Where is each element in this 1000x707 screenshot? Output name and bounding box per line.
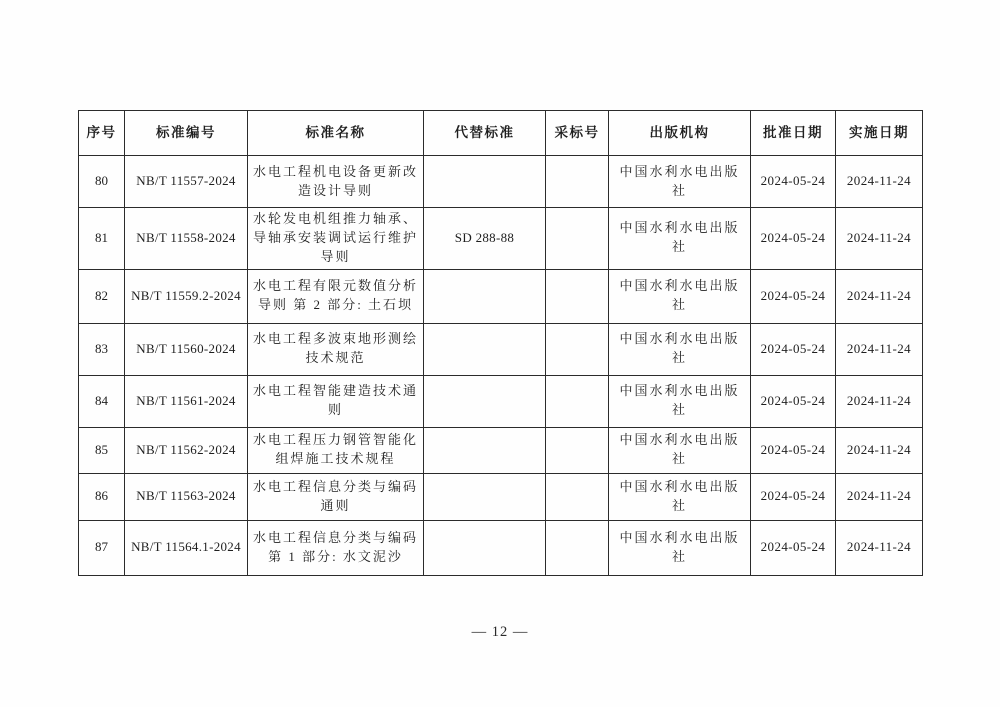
cell-adoption-number xyxy=(546,520,609,575)
cell-adoption-number xyxy=(546,269,609,323)
cell-serial-number: 87 xyxy=(79,520,125,575)
cell-replaced-standard: SD 288-88 xyxy=(424,208,546,270)
header-standard-code: 标准编号 xyxy=(125,111,248,156)
cell-standard-code: NB/T 11561-2024 xyxy=(125,375,248,427)
cell-approval-date: 2024-05-24 xyxy=(751,323,836,375)
cell-publisher: 中国水利水电出版社 xyxy=(609,156,751,208)
cell-implementation-date: 2024-11-24 xyxy=(836,427,923,473)
cell-serial-number: 85 xyxy=(79,427,125,473)
cell-standard-name: 水电工程信息分类与编码 第 1 部分: 水文泥沙 xyxy=(248,520,424,575)
cell-standard-name: 水电工程有限元数值分析导则 第 2 部分: 土石坝 xyxy=(248,269,424,323)
table-body xyxy=(79,156,923,576)
cell-implementation-date: 2024-11-24 xyxy=(836,473,923,520)
header-adoption-number: 采标号 xyxy=(546,111,609,156)
cell-replaced-standard xyxy=(424,520,546,575)
table-row xyxy=(79,269,923,323)
cell-serial-number: 83 xyxy=(79,323,125,375)
cell-adoption-number xyxy=(546,427,609,473)
cell-serial-number: 82 xyxy=(79,269,125,323)
cell-standard-name: 水电工程信息分类与编码通则 xyxy=(248,473,424,520)
cell-standard-code: NB/T 11557-2024 xyxy=(125,156,248,208)
cell-adoption-number xyxy=(546,156,609,208)
cell-approval-date: 2024-05-24 xyxy=(751,427,836,473)
cell-implementation-date: 2024-11-24 xyxy=(836,520,923,575)
cell-approval-date: 2024-05-24 xyxy=(751,208,836,270)
cell-standard-code: NB/T 11559.2-2024 xyxy=(125,269,248,323)
cell-standard-code: NB/T 11564.1-2024 xyxy=(125,520,248,575)
cell-approval-date: 2024-05-24 xyxy=(751,269,836,323)
header-replaced-standard: 代替标准 xyxy=(424,111,546,156)
cell-adoption-number xyxy=(546,208,609,270)
table-row xyxy=(79,323,923,375)
header-publisher: 出版机构 xyxy=(609,111,751,156)
cell-standard-name: 水电工程多波束地形测绘技术规范 xyxy=(248,323,424,375)
cell-standard-code: NB/T 11558-2024 xyxy=(125,208,248,270)
cell-implementation-date: 2024-11-24 xyxy=(836,269,923,323)
cell-standard-name: 水轮发电机组推力轴承、导轴承安装调试运行维护导则 xyxy=(248,208,424,270)
cell-standard-code: NB/T 11560-2024 xyxy=(125,323,248,375)
cell-replaced-standard xyxy=(424,427,546,473)
header-standard-name: 标准名称 xyxy=(248,111,424,156)
cell-publisher: 中国水利水电出版社 xyxy=(609,473,751,520)
cell-replaced-standard xyxy=(424,375,546,427)
cell-standard-code: NB/T 11562-2024 xyxy=(125,427,248,473)
table-row xyxy=(79,156,923,208)
cell-approval-date: 2024-05-24 xyxy=(751,473,836,520)
cell-standard-name: 水电工程智能建造技术通则 xyxy=(248,375,424,427)
cell-publisher: 中国水利水电出版社 xyxy=(609,208,751,270)
cell-approval-date: 2024-05-24 xyxy=(751,156,836,208)
table-row xyxy=(79,375,923,427)
table-header-row xyxy=(79,111,923,156)
cell-approval-date: 2024-05-24 xyxy=(751,375,836,427)
standards-table xyxy=(78,110,923,576)
cell-implementation-date: 2024-11-24 xyxy=(836,323,923,375)
cell-replaced-standard xyxy=(424,156,546,208)
cell-serial-number: 84 xyxy=(79,375,125,427)
header-approval-date: 批准日期 xyxy=(751,111,836,156)
page-number: — 12 — xyxy=(471,624,529,640)
cell-serial-number: 80 xyxy=(79,156,125,208)
cell-adoption-number xyxy=(546,375,609,427)
cell-implementation-date: 2024-11-24 xyxy=(836,156,923,208)
cell-serial-number: 86 xyxy=(79,473,125,520)
cell-adoption-number xyxy=(546,323,609,375)
cell-publisher: 中国水利水电出版社 xyxy=(609,427,751,473)
header-implementation-date: 实施日期 xyxy=(836,111,923,156)
cell-standard-code: NB/T 11563-2024 xyxy=(125,473,248,520)
table-row xyxy=(79,473,923,520)
table-row xyxy=(79,520,923,575)
header-serial-number: 序号 xyxy=(79,111,125,156)
cell-replaced-standard xyxy=(424,269,546,323)
cell-standard-name: 水电工程机电设备更新改造设计导则 xyxy=(248,156,424,208)
cell-standard-name: 水电工程压力钢管智能化组焊施工技术规程 xyxy=(248,427,424,473)
cell-replaced-standard xyxy=(424,473,546,520)
table-row xyxy=(79,208,923,270)
cell-publisher: 中国水利水电出版社 xyxy=(609,323,751,375)
cell-implementation-date: 2024-11-24 xyxy=(836,208,923,270)
cell-publisher: 中国水利水电出版社 xyxy=(609,269,751,323)
cell-replaced-standard xyxy=(424,323,546,375)
table-row xyxy=(79,427,923,473)
table-header xyxy=(79,111,923,156)
cell-implementation-date: 2024-11-24 xyxy=(836,375,923,427)
cell-adoption-number xyxy=(546,473,609,520)
cell-approval-date: 2024-05-24 xyxy=(751,520,836,575)
cell-serial-number: 81 xyxy=(79,208,125,270)
cell-publisher: 中国水利水电出版社 xyxy=(609,520,751,575)
cell-publisher: 中国水利水电出版社 xyxy=(609,375,751,427)
